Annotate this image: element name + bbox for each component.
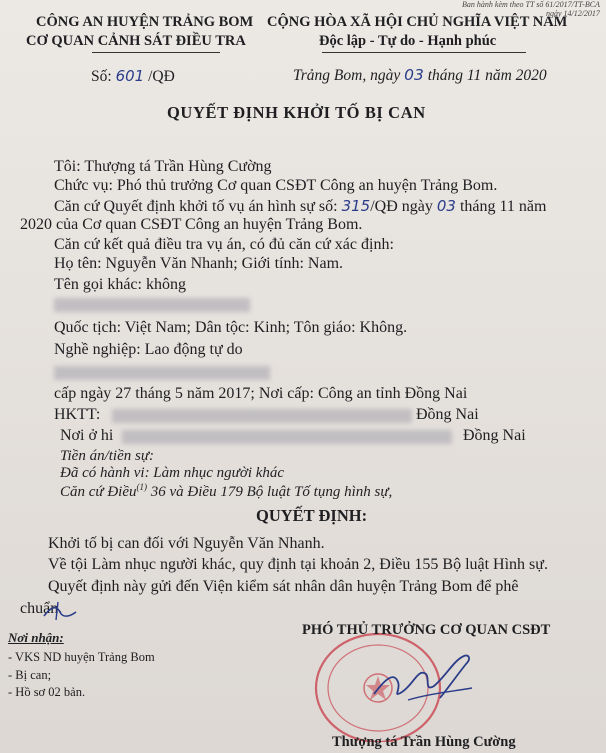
- nation-header: CỘNG HÒA XÃ HỘI CHỦ NGHĨA VIỆT NAM: [267, 14, 568, 30]
- redacted-birth-info: [54, 298, 250, 312]
- legal-basis: [60, 482, 392, 501]
- date-prefix: Trảng Bom, ngày: [293, 67, 405, 84]
- doc-no-handwritten: 601: [115, 67, 145, 85]
- defendant-alias: Tên gọi khác: không: [54, 276, 186, 293]
- date-suffix: tháng 11 năm 2020: [423, 67, 547, 84]
- date-day-handwritten: 03: [404, 66, 424, 84]
- doc-no-suffix: /QĐ: [144, 68, 175, 85]
- document-number: [91, 67, 175, 86]
- national-motto: Độc lập - Tự do - Hạnh phúc: [319, 33, 497, 49]
- decision-line-3: Quyết định này gửi đến Viện kiểm sát nhân dân huyện Trảng Bom để phê: [48, 578, 519, 595]
- agency-name: CÔNG AN HUYỆN TRẢNG BOM: [36, 14, 254, 30]
- basis-mid: /QĐ ngày: [370, 198, 437, 215]
- defendant-name: Họ tên: Nguyễn Văn Nhanh; Giới tính: Nam.: [54, 255, 344, 272]
- hktt-province: Đồng Nai: [416, 406, 479, 423]
- redacted-registered-address: [112, 409, 412, 423]
- nationality-line: Quốc tịch: Việt Nam; Dân tộc: Kinh; Tôn giáo: Không.: [54, 319, 408, 336]
- agency-department: CƠ QUAN CẢNH SÁT ĐIỀU TRA: [26, 33, 246, 49]
- recipient-item: - Hồ sơ 02 bản.: [8, 685, 86, 699]
- basis-suffix: tháng 11 năm: [459, 198, 547, 215]
- legal-suffix: 36 và Điều 179 Bộ luật Tố tụng hình sự,: [147, 484, 393, 500]
- handwritten-initial: [40, 598, 80, 624]
- document-date: [293, 66, 547, 85]
- id-issued-line: cấp ngày 27 tháng 5 năm 2017; Nơi cấp: Công an tỉnh Đồng Nai: [54, 385, 468, 402]
- officer-line: Tôi: Thượng tá Trần Hùng Cường: [54, 158, 272, 175]
- signatory-title: PHÓ THỦ TRƯỞNG CƠ QUAN CSĐT: [302, 622, 551, 638]
- decision-line-4: chuẩn.: [20, 600, 63, 617]
- motto-underline: [322, 52, 526, 53]
- signatory-name: Thượng tá Trần Hùng Cường: [332, 734, 516, 750]
- legal-footnote: (1): [136, 482, 148, 492]
- residence-label: Nơi ở hi: [60, 427, 114, 444]
- basis-number-handwritten: 315: [341, 197, 371, 215]
- decision-line-2: Về tội Làm nhục người khác, quy định tại khoản 2, Điều 155 Bộ luật Hình sự.: [48, 556, 548, 573]
- handwritten-signature: [368, 648, 478, 708]
- position-line: Chức vụ: Phó thủ trưởng Cơ quan CSĐT Công an huyện Trảng Bom.: [54, 177, 498, 194]
- recipient-item: - VKS ND huyện Trảng Bom: [8, 650, 155, 664]
- basis-day-handwritten: 03: [436, 197, 456, 215]
- basis-line-1: [54, 197, 546, 216]
- basis-prefix: Căn cứ Quyết định khởi tố vụ án hình sự số:: [54, 198, 342, 215]
- criminal-record: Tiền án/tiền sự:: [60, 448, 155, 464]
- decision-heading: QUYẾT ĐỊNH:: [256, 506, 368, 525]
- form-reference-line1: Ban hành kèm theo TT số 61/2017/TT-BCA: [462, 0, 600, 9]
- decision-line-1: Khởi tố bị can đối với Nguyễn Văn Nhanh.: [48, 535, 325, 552]
- redacted-id-number: [54, 366, 270, 380]
- basis-line-2: 2020 của Cơ quan CSĐT Công an huyện Trảng Bom.: [20, 216, 363, 233]
- form-reference-line2: ngày 14/12/2017: [545, 9, 600, 18]
- occupation-line: Nghề nghiệp: Lao động tự do: [54, 341, 243, 358]
- redacted-residence-address: [122, 430, 452, 444]
- investigation-basis: Căn cứ kết quả điều tra vụ án, có đủ căn cứ xác định:: [54, 236, 394, 253]
- document-title: QUYẾT ĐỊNH KHỞI TỐ BỊ CAN: [167, 103, 426, 122]
- recipients-title: Nơi nhận:: [8, 630, 64, 645]
- hktt-label: HKTT:: [54, 406, 101, 423]
- act-line: Đã có hành vi: Làm nhục người khác: [60, 465, 285, 481]
- residence-province: Đồng Nai: [463, 427, 526, 444]
- legal-prefix: Căn cứ Điều: [60, 484, 137, 500]
- doc-no-prefix: Số:: [91, 68, 116, 85]
- recipient-item: - Bị can;: [8, 668, 52, 682]
- agency-underline: [92, 52, 220, 53]
